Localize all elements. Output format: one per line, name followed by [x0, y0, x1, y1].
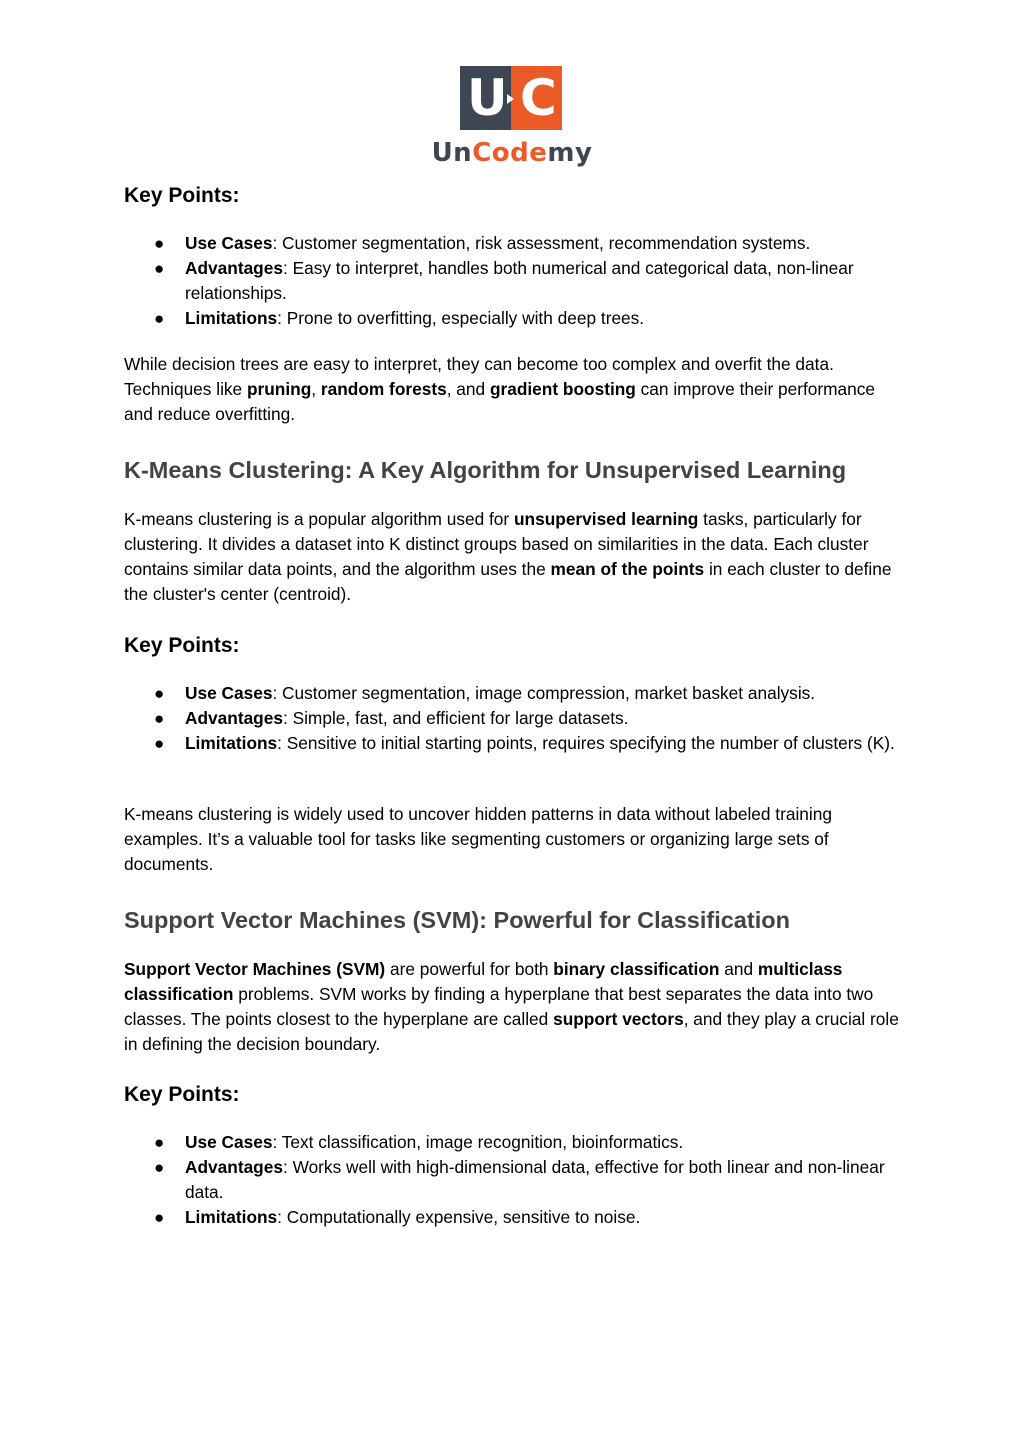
section-heading-kmeans: K-Means Clustering: A Key Algorithm for Unsupervised Learning	[124, 457, 847, 483]
logo-wordmark: UnCodemy	[431, 138, 593, 168]
list-item: ● Limitations: Computationally expensive, sensitive to noise.	[154, 1207, 641, 1227]
decision-tree-summary: While decision trees are easy to interpret, they can become too complex and overfit the data. Techniques like pruning, random forests, and gradient boosting can improve their performance and reduce overfitting.	[124, 354, 876, 424]
list-item: ● Advantages: Easy to interpret, handles both numerical and categorical data, non-linear relationships.	[154, 258, 854, 303]
key-points-list	[124, 1130, 904, 1230]
kmeans-summary: K-means clustering is widely used to uncover hidden patterns in data without labeled training examples. It’s a valuable tool for tasks like segmenting customers or organizing large sets of documents.	[124, 804, 832, 874]
logo-arrow-icon	[507, 94, 514, 104]
logo-mark	[460, 66, 562, 130]
logo-letter-u: U	[467, 69, 508, 127]
list-item: ● Advantages: Works well with high-dimensional data, effective for both linear and non-linear data.	[154, 1157, 885, 1202]
list-item: ● Limitations: Sensitive to initial starting points, requires specifying the number of clusters (K).	[154, 733, 895, 753]
key-points-heading: Key Points:	[124, 634, 240, 657]
list-item: ● Advantages: Simple, fast, and efficient for large datasets.	[154, 708, 629, 728]
key-points-heading: Key Points:	[124, 1083, 240, 1106]
list-item: ● Use Cases: Customer segmentation, image compression, market basket analysis.	[154, 683, 816, 703]
svm-intro: Support Vector Machines (SVM) are powerful for both binary classification and multiclass classification problems. SVM works by finding a hyperplane that best separates the data into two classes. The points closest to the hyperplane are called support vectors, and they play a crucial role in defining the decision boundary.	[124, 959, 899, 1054]
key-points-heading: Key Points:	[124, 184, 240, 207]
section-heading-svm: Support Vector Machines (SVM): Powerful for Classification	[124, 907, 790, 933]
list-item: ● Use Cases: Customer segmentation, risk assessment, recommendation systems.	[154, 233, 811, 253]
kmeans-intro: K-means clustering is a popular algorithm used for unsupervised learning tasks, particularly for clustering. It divides a dataset into K distinct groups based on similarities in the data. Each cluster contains similar data points, and the algorithm uses the mean of the points in each cluster to define the cluster's center (centroid).	[124, 509, 892, 604]
uncodemy-logo	[428, 66, 596, 172]
list-item: ● Limitations: Prone to overfitting, especially with deep trees.	[154, 308, 645, 328]
logo-letter-c: C	[520, 69, 557, 127]
key-points-list	[124, 231, 904, 331]
list-item: ● Use Cases: Text classification, image recognition, bioinformatics.	[154, 1132, 684, 1152]
key-points-list	[124, 681, 904, 756]
